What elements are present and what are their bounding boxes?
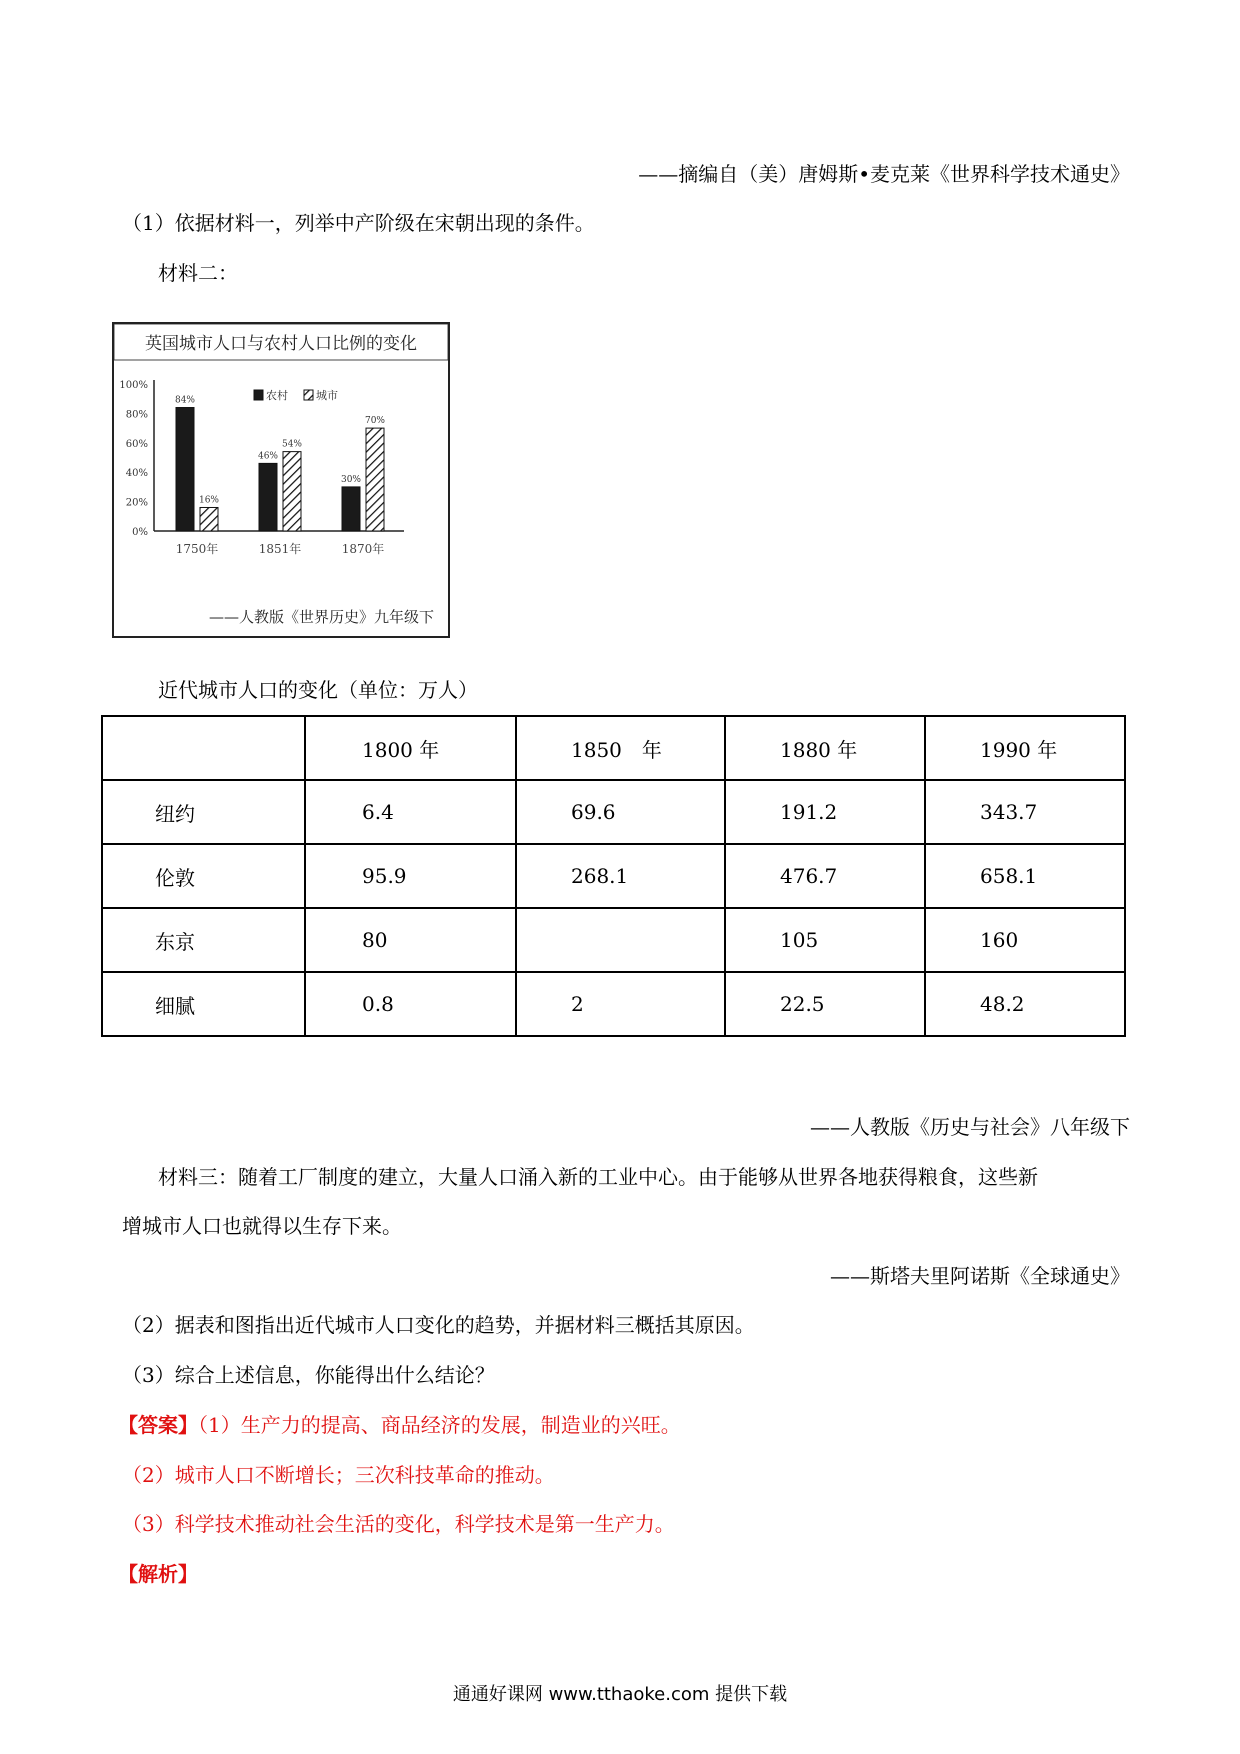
table-header-cell — [102, 716, 305, 780]
y-tick-label: 100% — [119, 380, 148, 391]
question-1: （1）依据材料一，列举中产阶级在宋朝出现的条件。 — [122, 211, 595, 235]
y-tick-label: 40% — [125, 468, 148, 480]
table-header-row — [102, 716, 1125, 780]
population-table — [101, 715, 1126, 1037]
table-city-cell: 东京 — [102, 908, 305, 972]
table-city-cell: 纽约 — [102, 780, 305, 844]
legend-label: 城市 — [316, 389, 338, 402]
x-tick-label: 1851年 — [258, 542, 302, 556]
table-row — [102, 780, 1125, 844]
source-citation-3: ——斯塔夫里阿诺斯《全球通史》 — [830, 1264, 1130, 1288]
legend-label: 农村 — [266, 389, 288, 402]
bar-data-label: 46% — [257, 451, 279, 462]
table-row — [102, 972, 1125, 1036]
legend-swatch — [254, 390, 263, 400]
answer-tag: 【答案】 — [118, 1413, 198, 1437]
table-value-cell: 2 — [516, 972, 725, 1036]
bar-chart — [112, 322, 450, 638]
table-value-cell: 0.8 — [305, 972, 516, 1036]
question-3: （3）综合上述信息，你能得出什么结论？ — [122, 1363, 495, 1387]
bar-chart-svg — [114, 324, 448, 636]
answer-line-1 — [118, 1413, 681, 1437]
bar-rural — [342, 487, 360, 531]
bar-rural — [176, 408, 194, 531]
x-tick-label: 1870年 — [341, 542, 385, 556]
table-value-cell — [516, 908, 725, 972]
bar-data-label: 16% — [198, 495, 220, 506]
material-2-label: 材料二： — [158, 261, 238, 285]
table-value-cell: 658.1 — [925, 844, 1125, 908]
material-3-line-1: 材料三：随着工厂制度的建立，大量人口涌入新的工业中心。由于能够从世界各地获得粮食，这些新 — [158, 1165, 1038, 1189]
bar-urban — [366, 428, 384, 531]
legend-swatch — [304, 390, 313, 400]
bar-data-label: 84% — [174, 395, 196, 406]
bar-urban — [200, 507, 218, 531]
table-value-cell: 6.4 — [305, 780, 516, 844]
source-citation-1: ——摘编自（美）唐姆斯•麦克莱《世界科学技术通史》 — [638, 162, 1130, 186]
table-caption: 近代城市人口的变化（单位：万人） — [158, 678, 478, 702]
analysis-tag: 【解析】 — [118, 1562, 198, 1586]
bar-urban — [283, 452, 301, 531]
y-tick-label: 20% — [125, 497, 148, 509]
bar-data-label: 30% — [340, 474, 362, 485]
table-value-cell: 476.7 — [725, 844, 925, 908]
table-city-cell: 伦敦 — [102, 844, 305, 908]
table-value-cell: 191.2 — [725, 780, 925, 844]
table-value-cell: 268.1 — [516, 844, 725, 908]
page-footer: 通通好课网 www.tthaoke.com 提供下载 — [452, 1684, 788, 1705]
y-tick-label: 60% — [125, 438, 148, 450]
table-value-cell: 48.2 — [925, 972, 1125, 1036]
table-header-cell: 1850 年 — [516, 716, 725, 780]
answer-1: （1）生产力的提高、商品经济的发展，制造业的兴旺。 — [198, 1413, 681, 1437]
y-tick-label: 80% — [125, 409, 148, 421]
bar-data-label: 54% — [281, 439, 303, 450]
bar-data-label: 70% — [364, 416, 386, 427]
table-value-cell: 160 — [925, 908, 1125, 972]
table-value-cell: 22.5 — [725, 972, 925, 1036]
chart-title: 英国城市人口与农村人口比例的变化 — [145, 334, 417, 354]
table-value-cell: 95.9 — [305, 844, 516, 908]
y-tick-label: 0% — [132, 527, 148, 538]
table-city-cell: 细腻 — [102, 972, 305, 1036]
table-row — [102, 844, 1125, 908]
x-tick-label: 1750年 — [175, 542, 219, 556]
table-header-cell: 1990 年 — [925, 716, 1125, 780]
material-3-line-2: 增城市人口也就得以生存下来。 — [122, 1214, 402, 1238]
answer-3: （3）科学技术推动社会生活的变化，科学技术是第一生产力。 — [122, 1512, 675, 1536]
bar-rural — [259, 463, 277, 531]
chart-source: ——人教版《世界历史》九年级下 — [208, 608, 434, 626]
table-value-cell: 69.6 — [516, 780, 725, 844]
table-value-cell: 105 — [725, 908, 925, 972]
table-header-cell: 1880 年 — [725, 716, 925, 780]
table-value-cell: 343.7 — [925, 780, 1125, 844]
table-row — [102, 908, 1125, 972]
table-header-cell: 1800 年 — [305, 716, 516, 780]
table-value-cell: 80 — [305, 908, 516, 972]
source-citation-2: ——人教版《历史与社会》八年级下 — [810, 1115, 1130, 1139]
answer-2: （2）城市人口不断增长；三次科技革命的推动。 — [122, 1463, 555, 1487]
question-2: （2）据表和图指出近代城市人口变化的趋势，并据材料三概括其原因。 — [122, 1313, 755, 1337]
